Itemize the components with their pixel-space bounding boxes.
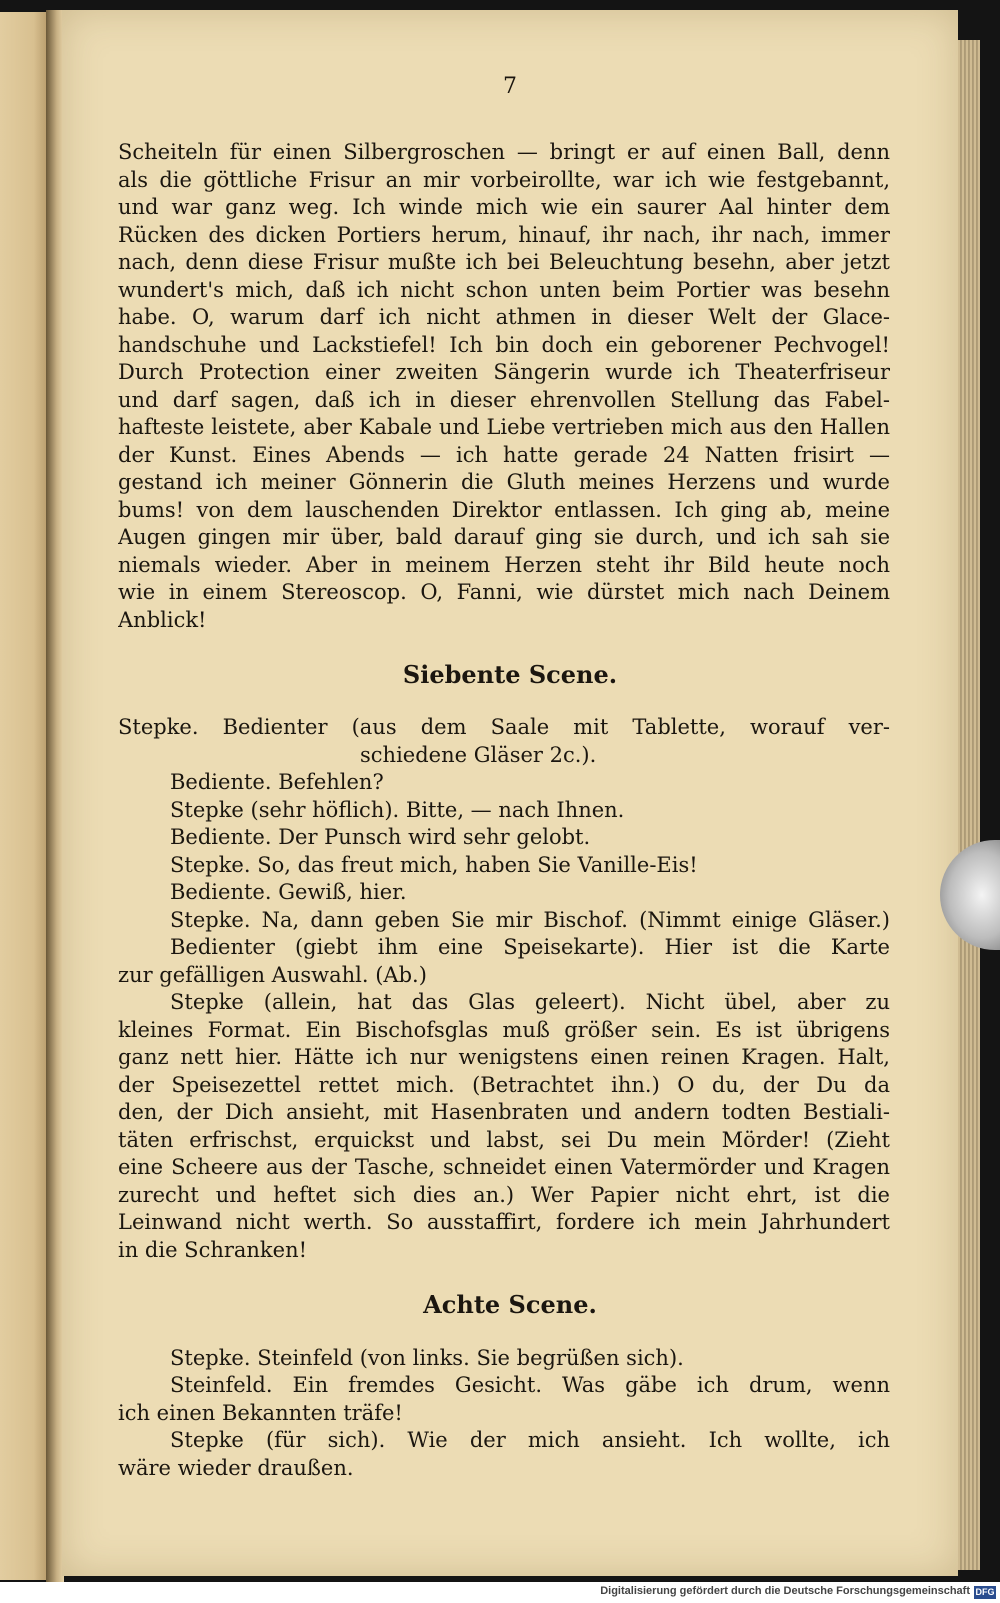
text-line: Bediente. Der Punsch wird sehr gelobt. <box>170 825 591 849</box>
text-line: zurecht und heftet sich dies an.) Wer Papier nicht ehrt, ist die <box>118 1183 890 1207</box>
text-line: bums! von dem lauschenden Direktor entlassen. Ich ging ab, meine <box>118 498 890 522</box>
scene-heading: Achte Scene. <box>423 1290 597 1319</box>
text-line: Rücken des dicken Portiers herum, hinauf, ihr nach, ihr nach, immer <box>118 223 890 247</box>
text-line: den, der Dich ansieht, mit Hasenbraten und andern todten Bestiali- <box>118 1100 890 1124</box>
text-line: täten erfrischst, erquickst und labst, sei Du mein Mörder! (Zieht <box>118 1128 890 1152</box>
text-line: Stepke. So, das freut mich, haben Sie Vanille-Eis! <box>170 853 698 877</box>
text-line: wundert's mich, daß ich nicht schon unten beim Portier was besehn <box>118 278 890 302</box>
page-number: 7 <box>503 74 517 99</box>
text-line: und war ganz weg. Ich winde mich wie ein saurer Aal hinter dem <box>118 195 890 219</box>
text-line: Augen gingen mir über, bald darauf ging sie durch, und ich sah sie <box>118 525 890 549</box>
text-line: Steinfeld. Ein fremdes Gesicht. Was gäbe ich drum, wenn <box>170 1373 890 1397</box>
text-line: Durch Protection einer zweiten Sängerin wurde ich Theaterfriseur <box>118 360 890 384</box>
text-line: handschuhe und Lackstiefel! Ich bin doch ein geborener Pechvogel! <box>118 333 890 357</box>
text-line: kleines Format. Ein Bischofsglas muß größer sein. Es ist übrigens <box>118 1018 890 1042</box>
text-line: Stepke (allein, hat das Glas geleert). Nicht übel, aber zu <box>170 990 890 1014</box>
text-line: Stepke. Na, dann geben Sie mir Bischof. (Nimmt einige Gläser.) <box>170 908 890 932</box>
text-line: zur gefälligen Auswahl. (Ab.) <box>118 963 427 987</box>
footer-bar <box>0 1582 1000 1603</box>
text-line: Bediente. Befehlen? <box>170 770 384 794</box>
text-line: und darf sagen, daß ich in dieser ehrenvollen Stellung das Fabel- <box>118 388 890 412</box>
text-line: wie in einem Stereoscop. O, Fanni, wie dürstet mich nach Deinem <box>118 580 890 604</box>
text-line: Stepke. Bedienter (aus dem Saale mit Tablette, worauf ver- <box>118 715 890 739</box>
text-line: habe. O, warum darf ich nicht athmen in dieser Welt der Glace- <box>118 305 890 329</box>
page-stack-edge <box>958 40 980 1570</box>
text-line: Stepke (für sich). Wie der mich ansieht. Ich wollte, ich <box>170 1428 890 1452</box>
text-line: in die Schranken! <box>118 1238 308 1262</box>
text-line: Stepke (sehr höflich). Bitte, — nach Ihnen. <box>170 798 625 822</box>
text-line: als die göttliche Frisur an mir vorbeirollte, war ich wie festgebannt, <box>118 168 890 192</box>
scene-heading: Siebente Scene. <box>402 660 618 689</box>
text-line: nach, denn diese Frisur mußte ich bei Beleuchtung besehn, aber jetzt <box>118 250 890 274</box>
text-line: Bediente. Gewiß, hier. <box>170 880 407 904</box>
funding-credit: Digitalisierung gefördert durch die Deutsche Forschungsgemeinschaft <box>600 1585 970 1597</box>
text-line: Scheiteln für einen Silbergroschen — bringt er auf einen Ball, denn <box>118 140 890 164</box>
text-line: der Speisezettel rettet mich. (Betrachtet ihn.) O du, der Du da <box>118 1073 890 1097</box>
text-line: schiedene Gläser 2c.). <box>360 743 597 767</box>
text-line: ganz nett hier. Hätte ich nur wenigstens einen reinen Kragen. Halt, <box>118 1045 890 1069</box>
text-line: eine Scheere aus der Tasche, schneidet einen Vatermörder und Kragen <box>118 1155 890 1179</box>
text-line: Leinwand nicht werth. So ausstaffirt, fordere ich mein Jahrhundert <box>118 1210 890 1234</box>
dfg-logo: DFG <box>975 1587 995 1597</box>
text-line: der Kunst. Eines Abends — ich hatte gerade 24 Natten frisirt — <box>118 443 890 467</box>
facing-page-edge <box>0 12 48 1580</box>
text-line: wäre wieder draußen. <box>118 1456 354 1480</box>
text-line: gestand ich meiner Gönnerin die Gluth meines Herzens und wurde <box>118 470 890 494</box>
book-page <box>62 10 958 1576</box>
text-line: hafteste leistete, aber Kabale und Liebe vertrieben mich aus den Hallen <box>118 415 890 439</box>
text-line: Stepke. Steinfeld (von links. Sie begrüßen sich). <box>170 1346 684 1370</box>
text-line: Anblick! <box>118 608 207 632</box>
text-line: ich einen Bekannten träfe! <box>118 1401 403 1425</box>
text-line: Bedienter (giebt ihm eine Speisekarte). Hier ist die Karte <box>170 935 890 959</box>
text-line: niemals wieder. Aber in meinem Herzen steht ihr Bild heute noch <box>118 553 890 577</box>
